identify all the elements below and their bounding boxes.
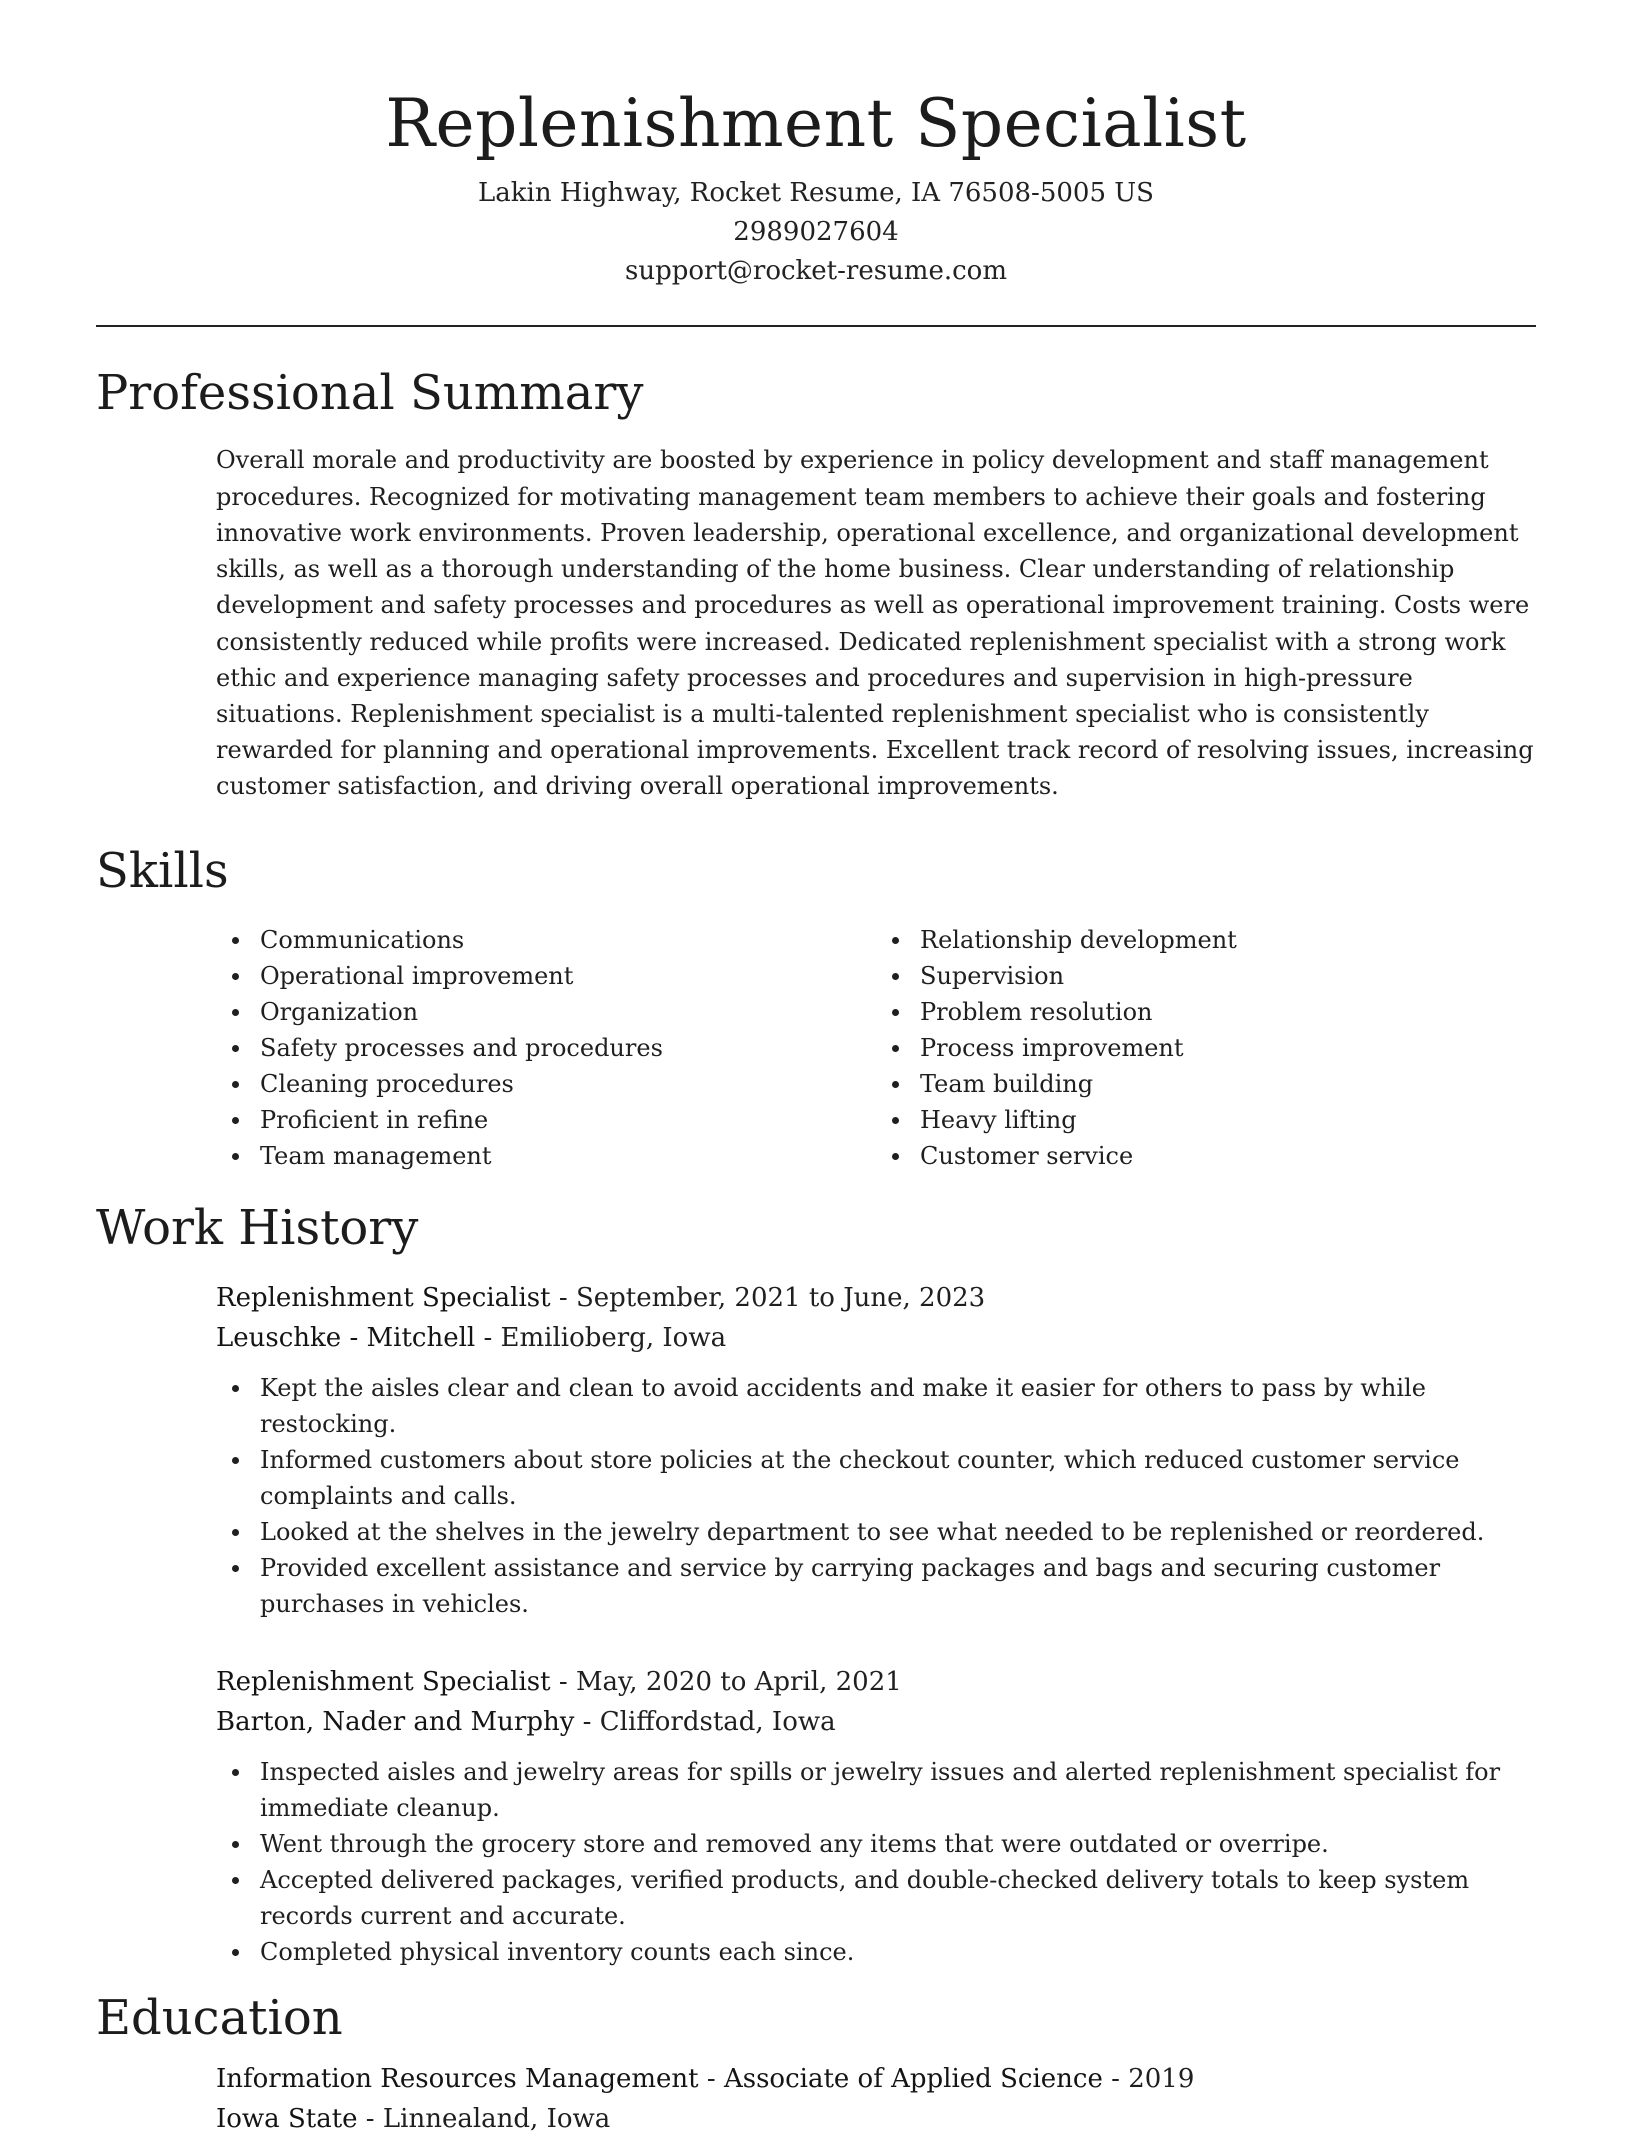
- skill-item: Communications: [260, 922, 876, 958]
- summary-text: Overall morale and productivity are boosted by experience in policy development and staff management procedures. Recognized for motivating management team members to achieve their goals and fostering innovative work environments. Proven leadership, operational excellence, and organizational development skills, as well as a thorough understanding of the home business. Clear understanding of relationship development and safety processes and procedures as well as operational improvement training. Costs were consistently reduced while profits were increased. Dedicated replenishment specialist with a strong work ethic and experience managing safety processes and procedures and supervision in high-pressure situations. Replenishment specialist is a multi-talented replenishment specialist who is consistently rewarded for planning and operational improvements. Excellent track record of resolving issues, increasing customer satisfaction, and driving overall operational improvements.: [216, 446, 1534, 801]
- job-role: Replenishment Specialist: [216, 1666, 551, 1697]
- skill-item: Safety processes and procedures: [260, 1030, 876, 1066]
- education-heading: Education: [96, 1989, 343, 2046]
- separator: -: [1102, 2064, 1129, 2095]
- skill-item: Team building: [920, 1066, 1536, 1102]
- education-entry: [216, 2059, 1536, 2139]
- skill-item: Customer service: [920, 1138, 1536, 1174]
- job-dates: May, 2020 to April, 2021: [575, 1666, 902, 1697]
- education-degree-line: [216, 2059, 1536, 2099]
- duty-item: Provided excellent assistance and service by carrying packages and bags and securing customer purchases in vehicles.: [260, 1550, 1536, 1622]
- education-year: 2019: [1128, 2064, 1195, 2095]
- skill-item: Organization: [260, 994, 876, 1030]
- skill-item: Problem resolution: [920, 994, 1536, 1030]
- separator: -: [550, 1666, 576, 1697]
- education-degree: Associate of Applied Science: [723, 2064, 1103, 2095]
- contact-block: [96, 174, 1536, 291]
- duty-item: Kept the aisles clear and clean to avoid accidents and make it easier for others to pass by while restocking.: [260, 1370, 1536, 1442]
- job-company: Barton, Nader and Murphy: [216, 1706, 575, 1737]
- job-company: Leuschke - Mitchell: [216, 1322, 476, 1353]
- job-title-line: [216, 1662, 1536, 1702]
- contact-phone: 2989027604: [733, 216, 899, 247]
- education-school-line: [216, 2099, 1536, 2139]
- resume-name: Replenishment Specialist: [385, 85, 1247, 162]
- skill-item: Heavy lifting: [920, 1102, 1536, 1138]
- separator: -: [550, 1282, 576, 1313]
- skills-column-right: [876, 922, 1536, 1174]
- duty-item: Completed physical inventory counts each since.: [260, 1934, 1536, 1970]
- skill-item: Relationship development: [920, 922, 1536, 958]
- work-history-heading: Work History: [96, 1200, 419, 1257]
- separator: -: [475, 1322, 501, 1353]
- separator: -: [357, 2104, 383, 2135]
- skill-item: Proficient in refine: [260, 1102, 876, 1138]
- job-role: Replenishment Specialist: [216, 1282, 551, 1313]
- header-divider: [96, 325, 1536, 327]
- duty-item: Looked at the shelves in the jewelry department to see what needed to be replenished or reordered.: [260, 1514, 1536, 1550]
- skills-column-left: [216, 922, 876, 1174]
- job-location: Cliffordstad, Iowa: [599, 1706, 836, 1737]
- contact-email: support@rocket-resume.com: [624, 255, 1007, 286]
- contact-address: Lakin Highway, Rocket Resume, IA 76508-5005 US: [478, 177, 1154, 208]
- job-location: Emilioberg, Iowa: [500, 1322, 727, 1353]
- job-duties: [216, 1370, 1536, 1622]
- separator: -: [574, 1706, 600, 1737]
- duty-item: Went through the grocery store and removed any items that were outdated or overripe.: [260, 1826, 1536, 1862]
- education-school: Iowa State: [216, 2104, 358, 2135]
- resume-page: [96, 0, 1536, 2139]
- skill-item: Operational improvement: [260, 958, 876, 994]
- job-company-line: [216, 1702, 1536, 1742]
- job-title-line: [216, 1278, 1536, 1318]
- skill-item: Process improvement: [920, 1030, 1536, 1066]
- skill-item: Cleaning procedures: [260, 1066, 876, 1102]
- resume-header: [96, 0, 1536, 291]
- job-dates: September, 2021 to June, 2023: [575, 1282, 986, 1313]
- job-entry: [216, 1278, 1536, 1622]
- job-company-line: [216, 1318, 1536, 1358]
- job-entry: [216, 1662, 1536, 1970]
- duty-item: Inspected aisles and jewelry areas for spills or jewelry issues and alerted replenishment specialist for immediate cleanup.: [260, 1754, 1536, 1826]
- skill-item: Team management: [260, 1138, 876, 1174]
- education-field: Information Resources Management: [216, 2064, 699, 2095]
- separator: -: [698, 2064, 724, 2095]
- duty-item: Informed customers about store policies at the checkout counter, which reduced customer service complaints and calls.: [260, 1442, 1536, 1514]
- education-location: Linnealand, Iowa: [382, 2104, 611, 2135]
- job-duties: [216, 1754, 1536, 1970]
- duty-item: Accepted delivered packages, verified products, and double-checked delivery totals to keep system records current and accurate.: [260, 1862, 1536, 1934]
- skills-heading: Skills: [96, 842, 229, 899]
- skills-list: [216, 922, 1536, 1174]
- skill-item: Supervision: [920, 958, 1536, 994]
- summary-heading: Professional Summary: [96, 364, 644, 421]
